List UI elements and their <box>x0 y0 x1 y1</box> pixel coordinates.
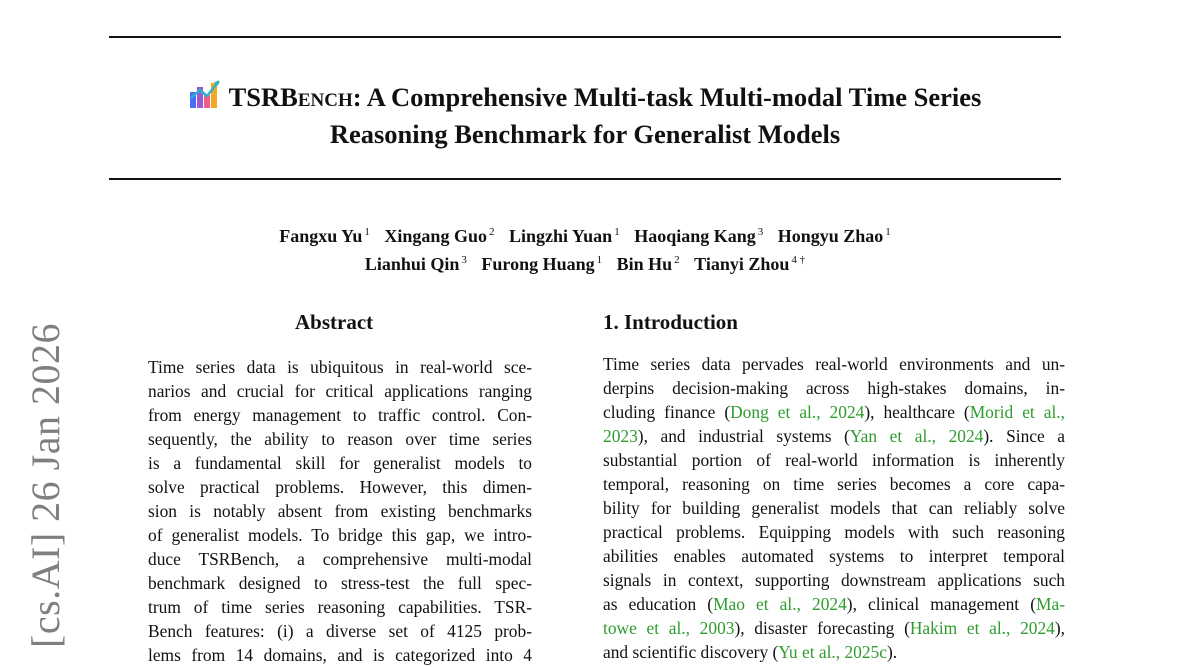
author: Tianyi Zhou $^{4 \dagger}$ <box>694 254 806 274</box>
abstract-line: Bench features: (i) a diverse set of 4125 prob- <box>148 621 532 641</box>
intro-heading: 1. Introduction <box>603 310 738 334</box>
author-row-2 <box>109 248 1061 276</box>
arxiv-stamp: [cs.AI] 26 Jan 2026 <box>23 323 68 648</box>
citation-link[interactable]: Morid et al., <box>969 402 1065 422</box>
author-list <box>109 220 1061 276</box>
intro-line: cluding finance (Dong et al., 2024), healthcare (Morid et al., <box>603 402 1065 422</box>
citation-link[interactable]: 2023 <box>603 426 638 446</box>
abstract-line: solve practical problems. However, this dimen- <box>148 477 532 497</box>
paper-title <box>109 78 1061 152</box>
intro-line: towe et al., 2003), disaster forecasting (Hakim et al., 2024), <box>603 618 1065 638</box>
intro-line: signals in context, supporting downstream applications such <box>603 570 1065 590</box>
abstract-line: sequently, the ability to reason over time series <box>148 429 532 449</box>
author: Lingzhi Yuan $^1$ <box>508 226 620 246</box>
author-row-1 <box>109 220 1061 248</box>
author: Furong Huang $^1$ <box>481 254 603 274</box>
citation-link[interactable]: towe et al., 2003 <box>603 618 735 638</box>
abstract-line: of generalist models. To bridge this gap, we intro- <box>148 525 532 545</box>
abstract-line: Time series data is ubiquitous in real-world sce- <box>148 357 532 377</box>
author: Haoqiang Kang $^3$ <box>634 226 764 246</box>
citation-link[interactable]: Mao et al., 2024 <box>713 594 847 614</box>
intro-line: 2023), and industrial systems (Yan et al., 2024). Since a <box>603 426 1065 446</box>
citation-link[interactable]: Yu et al., 2025c <box>778 642 887 662</box>
citation-link[interactable]: Hakim et al., 2024 <box>909 618 1055 638</box>
title-top-rule <box>109 36 1061 38</box>
abstract-line: sion is notably absent from existing benchmarks <box>148 501 532 521</box>
intro-line: derpins decision-making across high-stakes domains, in- <box>603 378 1065 398</box>
author: Lianhui Qin $^3$ <box>364 254 467 274</box>
citation-link[interactable]: Dong et al., 2024 <box>730 402 865 422</box>
intro-line: Time series data pervades real-world environments and un- <box>603 354 1065 374</box>
intro-line: abilities enables automated systems to interpret temporal <box>603 546 1065 566</box>
bar-chart-logo-icon <box>189 78 221 117</box>
abstract-line: is a fundamental skill for generalist models to <box>148 453 532 473</box>
abstract-line: duce TSRBench, a comprehensive multi-modal <box>148 549 532 569</box>
author: Hongyu Zhao $^1$ <box>777 226 891 246</box>
author: Fangxu Yu $^1$ <box>279 226 370 246</box>
author: Bin Hu $^2$ <box>616 254 680 274</box>
intro-body <box>603 352 1065 664</box>
intro-line: and scientific discovery (Yu et al., 2025c). <box>603 642 898 662</box>
author: Xingang Guo $^2$ <box>384 226 495 246</box>
citation-link[interactable]: Ma- <box>1036 594 1066 614</box>
abstract-line: lems from 14 domains, and is categorized into 4 <box>148 645 532 665</box>
intro-line: bility for building generalist models that can reliably solve <box>603 498 1065 518</box>
abstract-line: from energy management to traffic control. Con- <box>148 405 532 425</box>
title-bottom-rule <box>109 178 1061 180</box>
citation-link[interactable]: Yan et al., 2024 <box>849 426 984 446</box>
intro-line: substantial portion of real-world information is inherently <box>603 450 1065 470</box>
intro-line: temporal, reasoning on time series becomes a core capa- <box>603 474 1065 494</box>
title-line2: Reasoning Benchmark for Generalist Models <box>329 119 841 149</box>
title-line1-rest: : A Comprehensive Multi-task Multi-modal Time Series <box>352 82 982 112</box>
title-acronym: TSRBench <box>228 82 353 112</box>
abstract-body <box>148 355 532 667</box>
abstract-line: benchmark designed to stress-test the full spec- <box>148 573 532 593</box>
abstract-heading: Abstract <box>295 310 374 334</box>
intro-line: practical problems. Equipping models with such reasoning <box>603 522 1065 542</box>
abstract-line: trum of time series reasoning capabilities. TSR- <box>148 597 532 617</box>
intro-line: as education (Mao et al., 2024), clinical management (Ma- <box>603 594 1066 614</box>
abstract-line: narios and crucial for critical applications ranging <box>148 381 532 401</box>
